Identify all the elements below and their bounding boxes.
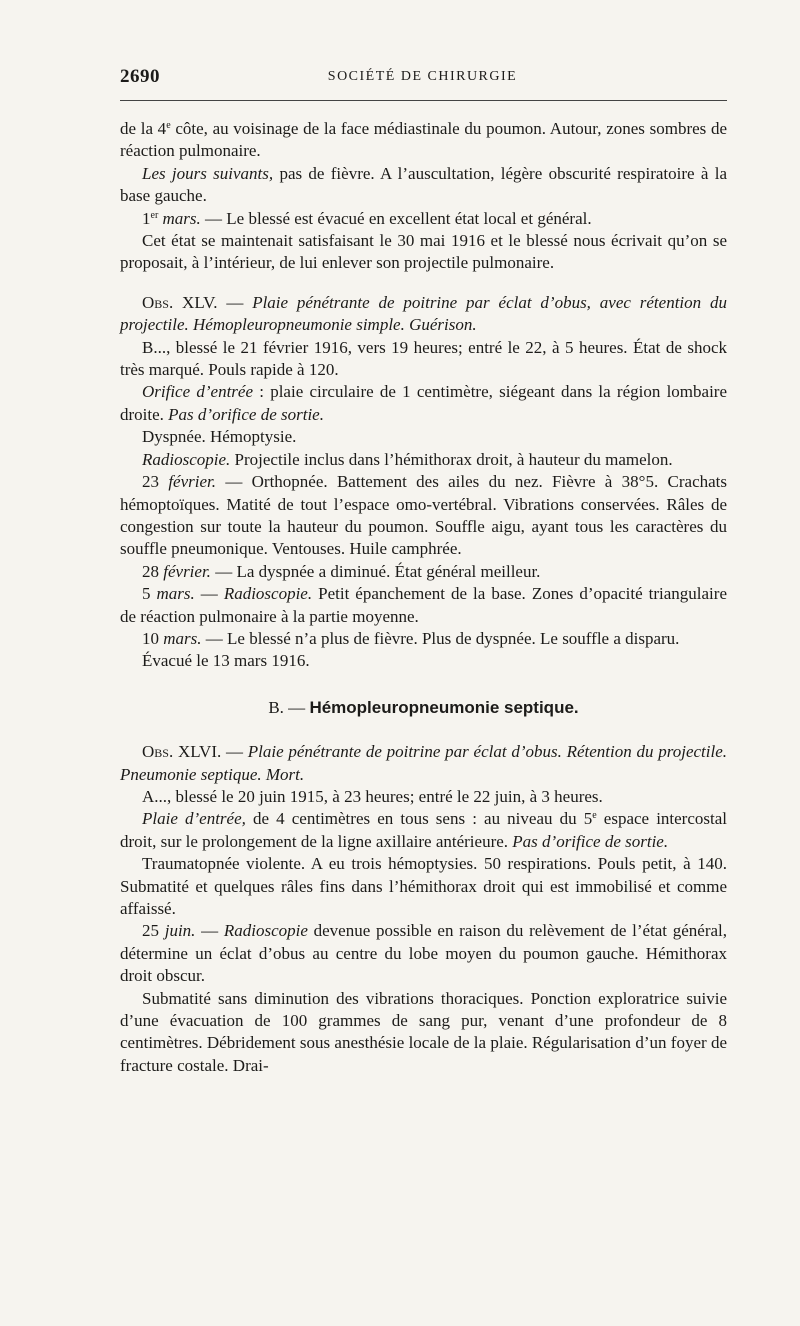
paragraph: Plaie d’entrée, de 4 centimètres en tous sens : au niveau du 5e espace intercostal droit, sur le prolongement de la ligne axillaire antérieure. Pas d’orifice de sortie. bbox=[120, 809, 727, 851]
paragraph: Traumatopnée violente. A eu trois hémoptysies. 50 respirations. Pouls petit, à 140. Submatité et quelques râles fins dans l’hémithorax droit qui est immobilisé et comme affaissé. bbox=[120, 854, 727, 918]
paragraph: 5 mars. — Radioscopie. Petit épanchement de la base. Zones d’opacité triangulaire de réaction pulmonaire à la partie moyenne. bbox=[120, 584, 727, 626]
page-number: 2690 bbox=[120, 66, 160, 87]
paragraph: Submatité sans diminution des vibrations thoraciques. Ponction exploratrice suivie d’une évacuation de 100 grammes de sang pur, venant d’une profondeur de 8 centimètres. Débridement sous anesthésie locale de la plaie. Régularisation d’un foyer de fracture costale. Drai- bbox=[120, 988, 727, 1075]
paragraph: Évacué le 13 mars 1916. bbox=[142, 651, 310, 671]
header-rule bbox=[120, 100, 727, 101]
paragraph: B..., blessé le 21 février 1916, vers 19 heures; entré le 22, à 5 heures. État de shock très marqué. Pouls rapide à 120. bbox=[120, 337, 727, 380]
paragraph: Cet état se maintenait satisfaisant le 30 mai 1916 et le blessé nous écrivait qu’on se proposait, à l’intérieur, de lui enlever son projectile pulmonaire. bbox=[120, 231, 727, 273]
observation-label: Obs. XLVI. bbox=[142, 742, 222, 762]
paragraph: 23 février. — Orthopnée. Battement des ailes du nez. Fièvre à 38°5. Crachats hémoptoïques. Matité de tout l’espace omo-vertébral. Vibrations conservées. Râles de congestion sur toute la hauteur du poumon. Souffle aigu, ayant tous les caractères du souffle pneumonique. Ventouses. Huile camphrée. bbox=[120, 472, 728, 559]
body-text bbox=[120, 118, 727, 1077]
paragraph: Dyspnée. Hémoptysie. bbox=[142, 427, 297, 447]
paragraph: 1er mars. — Le blessé est évacué en excellent état local et général. bbox=[142, 208, 592, 228]
observation-title: Plaie pénétrante de poitrine par éclat d’obus. Rétention du projectile. Pneumonie septique. Mort. bbox=[120, 742, 728, 784]
paragraph: 10 mars. — Le blessé n’a plus de fièvre. Plus de dyspnée. Le souffle a disparu. bbox=[142, 628, 680, 648]
observation-heading-xlv: Obs. XLV. — Plaie pénétrante de poitrine par éclat d’obus, avec rétention du projectile. Hémopleuropneumonie simple. Guérison. bbox=[120, 292, 727, 335]
page-header bbox=[120, 66, 725, 90]
paragraph: Orifice d’entrée : plaie circulaire de 1 centimètre, siégeant dans la région lombaire droite. Pas d’orifice de sortie. bbox=[120, 382, 727, 424]
running-title: SOCIÉTÉ DE CHIRURGIE bbox=[327, 69, 518, 84]
paragraph: 25 juin. — Radioscopie devenue possible en raison du relèvement de l’état général, détermine un éclat d’obus au centre du lobe moyen du poumon gauche. Hémithorax droit obscur. bbox=[120, 921, 728, 986]
observation-label: Obs. XLV. bbox=[142, 292, 218, 312]
paragraph: Radioscopie. Projectile inclus dans l’hémithorax droit, à hauteur du mamelon. bbox=[142, 449, 673, 469]
paragraph: Les jours suivants, pas de fièvre. A l’auscultation, légère obscurité respiratoire à la base gauche. bbox=[120, 163, 728, 206]
section-heading: B. — Hémopleuropneumonie septique. bbox=[268, 697, 579, 717]
paragraph: 28 février. — La dyspnée a diminué. État général meilleur. bbox=[142, 561, 541, 581]
observation-heading-xlvi: Obs. XLVI. — Plaie pénétrante de poitrine par éclat d’obus. Rétention du projectile. Pneumonie septique. Mort. bbox=[120, 742, 728, 784]
paragraph: de la 4e côte, au voisinage de la face médiastinale du poumon. Autour, zones sombres de réaction pulmonaire. bbox=[120, 119, 727, 161]
paragraph: A..., blessé le 20 juin 1915, à 23 heures; entré le 22 juin, à 3 heures. bbox=[142, 786, 603, 806]
observation-title: Plaie pénétrante de poitrine par éclat d’obus, avec rétention du projectile. Hémopleuropneumonie simple. Guérison. bbox=[120, 292, 727, 335]
